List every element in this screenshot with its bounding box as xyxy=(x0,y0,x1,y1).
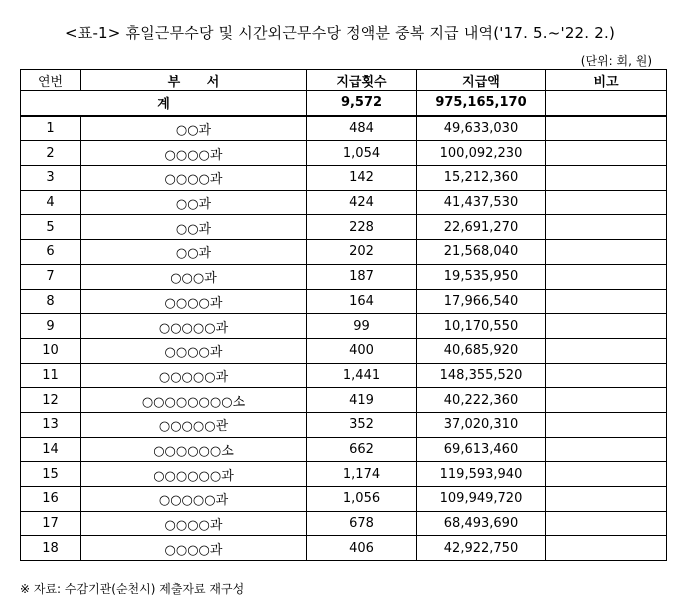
header-note: 비고 xyxy=(546,70,667,91)
row-dept: ○○○○과 xyxy=(81,536,307,561)
table-row xyxy=(21,116,667,141)
row-no: 17 xyxy=(21,511,81,536)
row-amount: 119,593,940 xyxy=(417,462,546,487)
row-count: 400 xyxy=(307,338,417,363)
row-amount: 41,437,530 xyxy=(417,190,546,215)
row-dept: ○○○○○○소 xyxy=(81,437,307,462)
table-row xyxy=(21,363,667,388)
row-note xyxy=(546,388,667,413)
row-amount: 19,535,950 xyxy=(417,264,546,289)
row-note xyxy=(546,166,667,191)
table-row xyxy=(21,264,667,289)
total-amount: 975,165,170 xyxy=(417,91,546,116)
header-count: 지급횟수 xyxy=(307,70,417,91)
row-no: 12 xyxy=(21,388,81,413)
header-no: 연번 xyxy=(21,70,81,91)
row-count: 1,441 xyxy=(307,363,417,388)
row-amount: 17,966,540 xyxy=(417,289,546,314)
payment-table xyxy=(20,69,667,561)
table-title: <표-1> 휴일근무수당 및 시간외근무수당 정액분 중복 지급 내역('17. 5.~'22. 2.) xyxy=(64,24,616,42)
row-dept: ○○○○○관 xyxy=(81,412,307,437)
row-count: 1,054 xyxy=(307,141,417,166)
footnote: ※ 자료: 수감기관(순천시) 제출자료 재구성 xyxy=(20,582,245,596)
row-count: 1,174 xyxy=(307,462,417,487)
table-row xyxy=(21,166,667,191)
row-note xyxy=(546,437,667,462)
row-amount: 100,092,230 xyxy=(417,141,546,166)
row-dept: ○○○○과 xyxy=(81,289,307,314)
row-count: 164 xyxy=(307,289,417,314)
row-note xyxy=(546,511,667,536)
row-amount: 40,222,360 xyxy=(417,388,546,413)
row-dept: ○○○○○과 xyxy=(81,487,307,512)
row-note xyxy=(546,240,667,265)
row-no: 4 xyxy=(21,190,81,215)
row-no: 6 xyxy=(21,240,81,265)
row-dept: ○○과 xyxy=(81,190,307,215)
row-count: 202 xyxy=(307,240,417,265)
row-count: 228 xyxy=(307,215,417,240)
row-note xyxy=(546,289,667,314)
row-dept: ○○○○과 xyxy=(81,511,307,536)
row-note xyxy=(546,141,667,166)
row-no: 18 xyxy=(21,536,81,561)
row-amount: 40,685,920 xyxy=(417,338,546,363)
table-row xyxy=(21,215,667,240)
row-dept: ○○과 xyxy=(81,116,307,141)
table-row xyxy=(21,536,667,561)
row-note xyxy=(546,363,667,388)
row-amount: 69,613,460 xyxy=(417,437,546,462)
row-count: 484 xyxy=(307,116,417,141)
row-dept: ○○○○○○○○소 xyxy=(81,388,307,413)
row-count: 142 xyxy=(307,166,417,191)
row-amount: 22,691,270 xyxy=(417,215,546,240)
table-row xyxy=(21,437,667,462)
row-dept: ○○○○과 xyxy=(81,166,307,191)
row-no: 13 xyxy=(21,412,81,437)
row-count: 678 xyxy=(307,511,417,536)
total-row xyxy=(21,91,667,116)
total-count: 9,572 xyxy=(307,91,417,116)
table-row xyxy=(21,487,667,512)
table-row xyxy=(21,412,667,437)
row-no: 7 xyxy=(21,264,81,289)
row-note xyxy=(546,412,667,437)
table-row xyxy=(21,462,667,487)
row-no: 1 xyxy=(21,116,81,141)
row-amount: 37,020,310 xyxy=(417,412,546,437)
total-label: 계 xyxy=(21,91,307,116)
row-no: 15 xyxy=(21,462,81,487)
row-count: 187 xyxy=(307,264,417,289)
table-row xyxy=(21,289,667,314)
row-count: 1,056 xyxy=(307,487,417,512)
header-amount: 지급액 xyxy=(417,70,546,91)
row-count: 352 xyxy=(307,412,417,437)
row-dept: ○○○○과 xyxy=(81,141,307,166)
row-note xyxy=(546,536,667,561)
row-no: 16 xyxy=(21,487,81,512)
row-amount: 68,493,690 xyxy=(417,511,546,536)
row-note xyxy=(546,264,667,289)
row-amount: 15,212,360 xyxy=(417,166,546,191)
row-amount: 21,568,040 xyxy=(417,240,546,265)
header-row xyxy=(21,70,667,91)
row-count: 419 xyxy=(307,388,417,413)
row-amount: 42,922,750 xyxy=(417,536,546,561)
row-no: 5 xyxy=(21,215,81,240)
row-note xyxy=(546,116,667,141)
table-row xyxy=(21,511,667,536)
table-row xyxy=(21,240,667,265)
table-row xyxy=(21,141,667,166)
table-row xyxy=(21,388,667,413)
table-row xyxy=(21,314,667,339)
total-note xyxy=(546,91,667,116)
row-no: 11 xyxy=(21,363,81,388)
row-no: 14 xyxy=(21,437,81,462)
row-dept: ○○○○과 xyxy=(81,338,307,363)
row-count: 662 xyxy=(307,437,417,462)
row-note xyxy=(546,190,667,215)
row-dept: ○○과 xyxy=(81,215,307,240)
table-row xyxy=(21,338,667,363)
row-dept: ○○○○○과 xyxy=(81,363,307,388)
row-count: 406 xyxy=(307,536,417,561)
unit-label: (단위: 회, 원) xyxy=(580,54,652,68)
row-no: 10 xyxy=(21,338,81,363)
header-dept: 부 서 xyxy=(81,70,307,91)
row-note xyxy=(546,338,667,363)
row-dept: ○○○○○○과 xyxy=(81,462,307,487)
row-no: 9 xyxy=(21,314,81,339)
row-note xyxy=(546,215,667,240)
row-no: 2 xyxy=(21,141,81,166)
row-note xyxy=(546,487,667,512)
row-note xyxy=(546,314,667,339)
table-row xyxy=(21,190,667,215)
row-dept: ○○과 xyxy=(81,240,307,265)
row-amount: 10,170,550 xyxy=(417,314,546,339)
row-note xyxy=(546,462,667,487)
row-dept: ○○○과 xyxy=(81,264,307,289)
row-amount: 49,633,030 xyxy=(417,116,546,141)
row-no: 3 xyxy=(21,166,81,191)
row-amount: 148,355,520 xyxy=(417,363,546,388)
row-count: 424 xyxy=(307,190,417,215)
row-amount: 109,949,720 xyxy=(417,487,546,512)
row-dept: ○○○○○과 xyxy=(81,314,307,339)
row-no: 8 xyxy=(21,289,81,314)
row-count: 99 xyxy=(307,314,417,339)
